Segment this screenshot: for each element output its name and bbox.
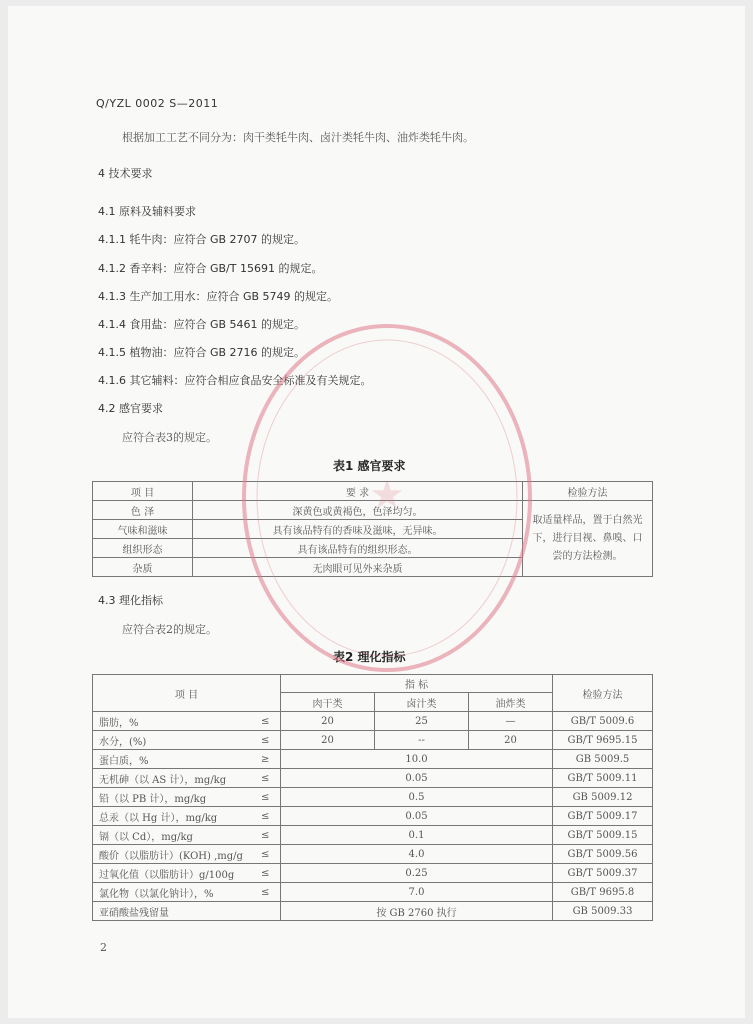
- table-row: [93, 864, 653, 883]
- row-value: 20: [281, 731, 375, 750]
- row-label: 蛋白质，%: [93, 750, 251, 769]
- row-value: --: [375, 731, 469, 750]
- row-value: 10.0: [281, 750, 553, 769]
- table-row: [93, 769, 653, 788]
- row-symbol: ≤: [251, 788, 281, 807]
- row-label: 水分，(%): [93, 731, 251, 750]
- svg-text:★: ★: [369, 472, 405, 518]
- table-row: [93, 750, 653, 769]
- row-value: 20: [469, 731, 553, 750]
- clause-4-1-4: 4.1.4 食用盐：应符合 GB 5461 的规定。: [98, 318, 306, 331]
- subheader-dried: 肉干类: [281, 693, 375, 712]
- row-value: —: [469, 712, 553, 731]
- subheader-fried: 油炸类: [469, 693, 553, 712]
- table-row: [93, 902, 653, 921]
- row-method: GB/T 9695.8: [553, 883, 653, 902]
- row-item: 组织形态: [93, 539, 193, 558]
- section-4-2-heading: 4.2 感官要求: [98, 402, 163, 415]
- row-value: 0.05: [281, 807, 553, 826]
- row-symbol: ≤: [251, 845, 281, 864]
- row-label: 亚硝酸盐残留量: [93, 902, 281, 921]
- clause-4-1-1: 4.1.1 牦牛肉：应符合 GB 2707 的规定。: [98, 233, 306, 246]
- table-2-caption: 表2 理化指标: [333, 650, 406, 664]
- row-value: 按 GB 2760 执行: [281, 902, 553, 921]
- row-label: 酸价（以脂肪计）(KOH) ,mg/g: [93, 845, 251, 864]
- row-requirement: 无肉眼可见外来杂质: [193, 558, 523, 577]
- section-4-1-heading: 4.1 原料及辅料要求: [98, 205, 196, 218]
- row-label: 总汞（以 Hg 计），mg/kg: [93, 807, 251, 826]
- table-row: [93, 826, 653, 845]
- header-method: 检验方法: [523, 482, 653, 501]
- table-row: [93, 883, 653, 902]
- table-header-row: [93, 482, 653, 501]
- section-4-3-text: 应符合表2的规定。: [122, 623, 217, 636]
- row-label: 氯化物（以氯化钠计），%: [93, 883, 251, 902]
- table-header-row: [93, 675, 653, 693]
- row-label: 镉（以 Cd），mg/kg: [93, 826, 251, 845]
- clause-4-1-5: 4.1.5 植物油：应符合 GB 2716 的规定。: [98, 346, 306, 359]
- row-symbol: ≤: [251, 883, 281, 902]
- header-item: 项 目: [93, 675, 281, 712]
- row-symbol: ≤: [251, 826, 281, 845]
- table-1-caption: 表1 感官要求: [333, 459, 406, 473]
- row-method: GB/T 5009.56: [553, 845, 653, 864]
- row-value: 0.5: [281, 788, 553, 807]
- row-item: 色 泽: [93, 501, 193, 520]
- sensory-requirements-table: [92, 481, 653, 577]
- table-row: [93, 731, 653, 750]
- row-method: GB/T 5009.6: [553, 712, 653, 731]
- row-item: 气味和滋味: [93, 520, 193, 539]
- row-value: 4.0: [281, 845, 553, 864]
- header-requirement: 要 求: [193, 482, 523, 501]
- table-row: [93, 845, 653, 864]
- row-symbol: ≤: [251, 864, 281, 883]
- header-index: 指 标: [281, 675, 553, 693]
- table-row: [93, 807, 653, 826]
- method-cell: 取适量样品，置于白然光下，进行目视、鼻嗅、口尝的方法检测。: [523, 501, 653, 577]
- row-value: 0.05: [281, 769, 553, 788]
- row-symbol: ≤: [251, 807, 281, 826]
- table-row: [93, 501, 653, 520]
- table-row: [93, 712, 653, 731]
- row-requirement: 具有该品特有的组织形态。: [193, 539, 523, 558]
- physicochemical-index-table: [92, 674, 653, 921]
- row-method: GB/T 5009.17: [553, 807, 653, 826]
- row-requirement: 深黄色或黄褐色，色泽均匀。: [193, 501, 523, 520]
- row-value: 20: [281, 712, 375, 731]
- row-symbol: ≥: [251, 750, 281, 769]
- section-4-3-heading: 4.3 理化指标: [98, 594, 163, 607]
- row-method: GB/T 5009.11: [553, 769, 653, 788]
- row-method: GB 5009.5: [553, 750, 653, 769]
- row-label: 脂肪，%: [93, 712, 251, 731]
- section-4-2-text: 应符合表3的规定。: [122, 431, 217, 444]
- header-item: 项 目: [93, 482, 193, 501]
- row-symbol: ≤: [251, 769, 281, 788]
- clause-4-1-3: 4.1.3 生产加工用水：应符合 GB 5749 的规定。: [98, 290, 339, 303]
- row-value: 7.0: [281, 883, 553, 902]
- standard-code: Q/YZL 0002 S—2011: [96, 97, 219, 110]
- row-symbol: ≤: [251, 712, 281, 731]
- header-method: 检验方法: [553, 675, 653, 712]
- row-label: 过氧化值（以脂肪计）g/100g: [93, 864, 251, 883]
- row-value: 25: [375, 712, 469, 731]
- classification-paragraph: 根据加工工艺不同分为：肉干类牦牛肉、卤汁类牦牛肉、油炸类牦牛肉。: [122, 131, 474, 144]
- row-method: GB 5009.33: [553, 902, 653, 921]
- table-row: [93, 788, 653, 807]
- row-label: 无机砷（以 AS 计），mg/kg: [93, 769, 251, 788]
- row-requirement: 具有该品特有的香味及滋味，无异味。: [193, 520, 523, 539]
- section-4-heading: 4 技术要求: [98, 167, 153, 180]
- row-method: GB/T 5009.15: [553, 826, 653, 845]
- row-value: 0.1: [281, 826, 553, 845]
- subheader-braised: 卤汁类: [375, 693, 469, 712]
- clause-4-1-6: 4.1.6 其它辅料：应符合相应食品安全标准及有关规定。: [98, 374, 372, 387]
- row-label: 铅（以 PB 计），mg/kg: [93, 788, 251, 807]
- row-value: 0.25: [281, 864, 553, 883]
- row-item: 杂质: [93, 558, 193, 577]
- clause-4-1-2: 4.1.2 香辛料：应符合 GB/T 15691 的规定。: [98, 262, 323, 275]
- row-symbol: ≤: [251, 731, 281, 750]
- page-number: 2: [100, 941, 107, 954]
- row-method: GB/T 5009.37: [553, 864, 653, 883]
- row-method: GB/T 9695.15: [553, 731, 653, 750]
- row-method: GB 5009.12: [553, 788, 653, 807]
